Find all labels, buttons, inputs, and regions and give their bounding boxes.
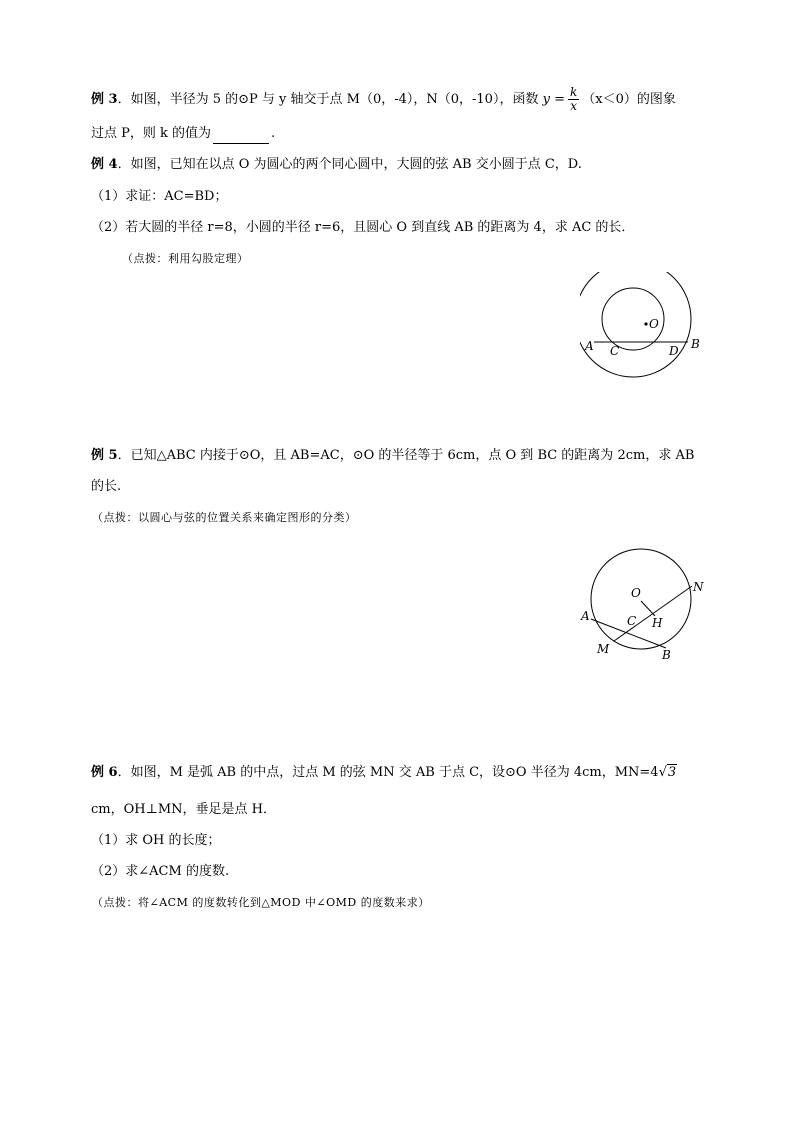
ex5-label-b: B bbox=[662, 648, 671, 662]
ex6-hint: （点拨：将∠ACM 的度数转化到△MOD 中∠OMD 的度数来求） bbox=[92, 896, 430, 909]
ex3-label: 例 3 bbox=[91, 92, 118, 107]
ex6-line1 bbox=[91, 763, 677, 783]
ex4-center-dot bbox=[644, 322, 647, 325]
ex6-question2: （2）求∠ACM 的度数. bbox=[91, 864, 230, 879]
ex4-label-o: O bbox=[649, 317, 659, 331]
ex3-fraction bbox=[568, 86, 579, 113]
ex5-label-a: A bbox=[581, 609, 590, 623]
ex5-label-h: H bbox=[652, 616, 663, 630]
ex5-label-o: O bbox=[631, 586, 641, 600]
ex4-label: 例 4 bbox=[91, 157, 118, 172]
ex3-text-b: （x＜0）的图象 bbox=[582, 92, 676, 107]
ex5-label-c: C bbox=[627, 614, 637, 628]
ex4-question2: （2）若大圆的半径 r=8，小圆的半径 r=6，且圆心 O 到直线 AB 的距离为 4，求 AC 的长． bbox=[91, 220, 635, 235]
ex4-text: ．如图，已知在以点 O 为圆心的两个同心圆中，大圆的弦 AB 交小圆于点 C，D. bbox=[117, 157, 582, 172]
ex5-text: ．已知△ABC 内接于⊙O，且 AB=AC，⊙O 的半径等于 6cm，点 O 到 BC 的距离为 2cm，求 AB bbox=[117, 448, 695, 463]
ex4-line1 bbox=[91, 155, 582, 175]
sqrt-symbol: √3 bbox=[658, 765, 677, 780]
ex6-label: 例 6 bbox=[91, 765, 118, 780]
answer-blank[interactable] bbox=[213, 129, 269, 144]
ex3-line2 bbox=[91, 124, 275, 144]
ex3-frac-num: k bbox=[569, 85, 578, 99]
ex5-label-m: M bbox=[597, 642, 610, 656]
ex5-segment-oh bbox=[641, 601, 655, 616]
ex3-line1 bbox=[91, 86, 676, 113]
ex4-label-c: C bbox=[610, 344, 620, 358]
ex4-label-b: B bbox=[691, 337, 700, 351]
ex5-circle bbox=[591, 549, 691, 649]
ex5-hint: （点拨：以圆心与弦的位置关系来确定图形的分类） bbox=[92, 511, 357, 524]
ex6-text: ．如图，M 是弧 AB 的中点，过点 M 的弦 MN 交 AB 于点 C，设⊙O 半径为 4cm，MN=4 bbox=[117, 765, 659, 780]
ex3-text-c: 过点 P，则 k 的值为 bbox=[91, 126, 212, 141]
ex4-question1: （1）求证：AC=BD； bbox=[91, 189, 228, 204]
ex3-frac-den: x bbox=[570, 99, 578, 113]
ex4-hint: （点拨：利用勾股定理） bbox=[122, 252, 249, 265]
ex6-line2: cm，OH⊥MN，垂足是点 H． bbox=[91, 802, 276, 817]
ex3-func-y: y = bbox=[542, 92, 565, 107]
ex3-text-a: ．如图，半径为 5 的⊙P 与 y 轴交于点 M（0，-4），N（0，-10），函数 bbox=[117, 92, 539, 107]
ex4-figure bbox=[580, 272, 710, 382]
ex4-label-d: D bbox=[669, 344, 679, 358]
sqrt-radicand: 3 bbox=[667, 765, 677, 780]
ex5-line1 bbox=[91, 446, 694, 466]
ex5-line2: 的长. bbox=[91, 479, 122, 494]
ex5-label: 例 5 bbox=[91, 448, 118, 463]
ex5-label-n: N bbox=[693, 580, 704, 594]
ex6-question1: （1）求 OH 的长度； bbox=[91, 833, 221, 848]
ex5-figure bbox=[575, 545, 715, 665]
ex4-label-a: A bbox=[585, 339, 594, 353]
ex3-text-d: . bbox=[271, 126, 276, 141]
